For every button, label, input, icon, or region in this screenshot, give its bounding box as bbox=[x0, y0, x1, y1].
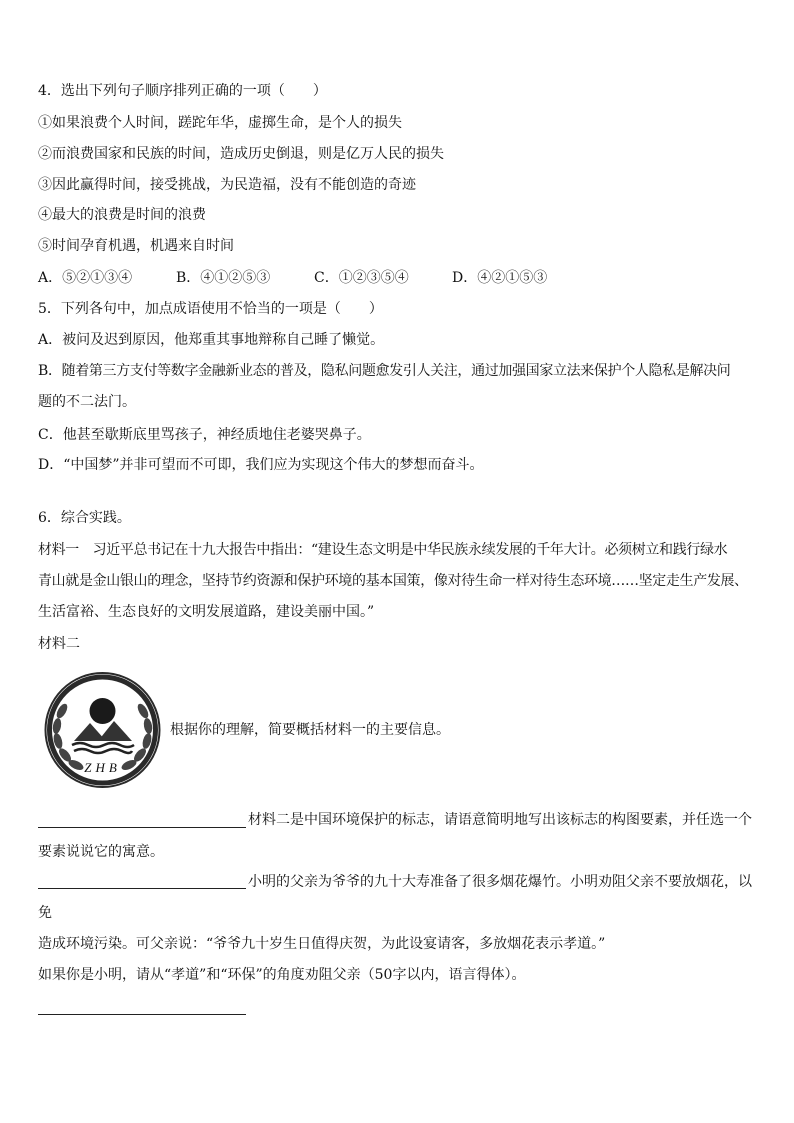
q6-material1-line3: 生活富裕、生态良好的文明发展道路，建设美丽中国。” bbox=[38, 604, 375, 620]
environmental-protection-logo bbox=[40, 671, 165, 789]
q5-option-b-line2: 题的不二法门。 bbox=[38, 394, 136, 410]
q5-option-d: D．“中国梦”并非可望而不可即，我们应为实现这个伟大的梦想而奋斗。 bbox=[38, 457, 484, 473]
q6-task3-line2: 免 bbox=[38, 905, 52, 921]
q6-material1-line2: 青山就是金山银山的理念，坚持节约资源和保护环境的基本国策，像对待生命一样对待生态环境……坚定走生产发展、 bbox=[38, 573, 748, 589]
q6-task3-line4: 如果你是小明，请从“孝道”和“环保”的角度劝阻父亲（50字以内，语言得体）。 bbox=[38, 967, 526, 983]
q6-material1-line1: 材料一 习近平总书记在十九大报告中指出：“建设生态文明是中华民族永续发展的千年大计。必须树立和践行绿水 bbox=[38, 542, 728, 558]
q4-stem: 4．选出下列句子顺序排列正确的一项（ ） bbox=[38, 83, 327, 99]
q4-sentence-1: ①如果浪费个人时间，蹉跎年华，虚掷生命，是个人的损失 bbox=[38, 115, 402, 131]
q4-option-c: C．①②③⑤④ bbox=[314, 270, 409, 286]
q4-option-d: D．④②①⑤③ bbox=[452, 270, 548, 286]
sun-icon bbox=[90, 698, 116, 724]
q4-option-a: A．⑤②①③④ bbox=[38, 270, 133, 286]
q6-task1: 根据你的理解，简要概括材料一的主要信息。 bbox=[170, 722, 450, 738]
q5-option-b-line1: B．随着第三方支付等数字金融新业态的普及，隐私问题愈发引人关注，通过加强国家立法来保护个人隐私是解决问 bbox=[38, 363, 731, 379]
q4-option-b: B．④①②⑤③ bbox=[176, 270, 271, 286]
answer-blank-1[interactable] bbox=[38, 827, 246, 828]
logo-text: ZHB bbox=[84, 760, 121, 775]
q6-task3-line3: 造成环境污染。可父亲说：“爷爷九十岁生日值得庆贺，为此设宴请客，多放烟花表示孝道。” bbox=[38, 936, 606, 952]
answer-blank-2[interactable] bbox=[38, 888, 246, 889]
q4-sentence-4: ④最大的浪费是时间的浪费 bbox=[38, 207, 206, 223]
q6-task2-line1: 材料二是中国环境保护的标志，请语意简明地写出该标志的构图要素，并任选一个 bbox=[248, 812, 752, 828]
q5-option-c: C．他甚至歇斯底里骂孩子，神经质地住老婆哭鼻子。 bbox=[38, 427, 371, 443]
q5-stem: 5．下列各句中，加点成语使用不恰当的一项是（ ） bbox=[38, 301, 383, 317]
q5-option-a: A．被问及迟到原因，他郑重其事地辩称自己睡了懒觉。 bbox=[38, 332, 385, 348]
q4-sentence-5: ⑤时间孕育机遇，机遇来自时间 bbox=[38, 238, 234, 254]
q6-material2-label: 材料二 bbox=[38, 636, 80, 652]
q4-sentence-3: ③因此赢得时间，接受挑战，为民造福，没有不能创造的奇迹 bbox=[38, 177, 416, 193]
q6-task3-line1: 小明的父亲为爷爷的九十大寿准备了很多烟花爆竹。小明劝阻父亲不要放烟花，以 bbox=[248, 874, 752, 890]
q6-task2-line2: 要素说说它的寓意。 bbox=[38, 844, 164, 860]
answer-blank-3[interactable] bbox=[38, 1014, 246, 1015]
q4-sentence-2: ②而浪费国家和民族的时间，造成历史倒退，则是亿万人民的损失 bbox=[38, 146, 444, 162]
q6-stem: 6．综合实践。 bbox=[38, 510, 131, 526]
